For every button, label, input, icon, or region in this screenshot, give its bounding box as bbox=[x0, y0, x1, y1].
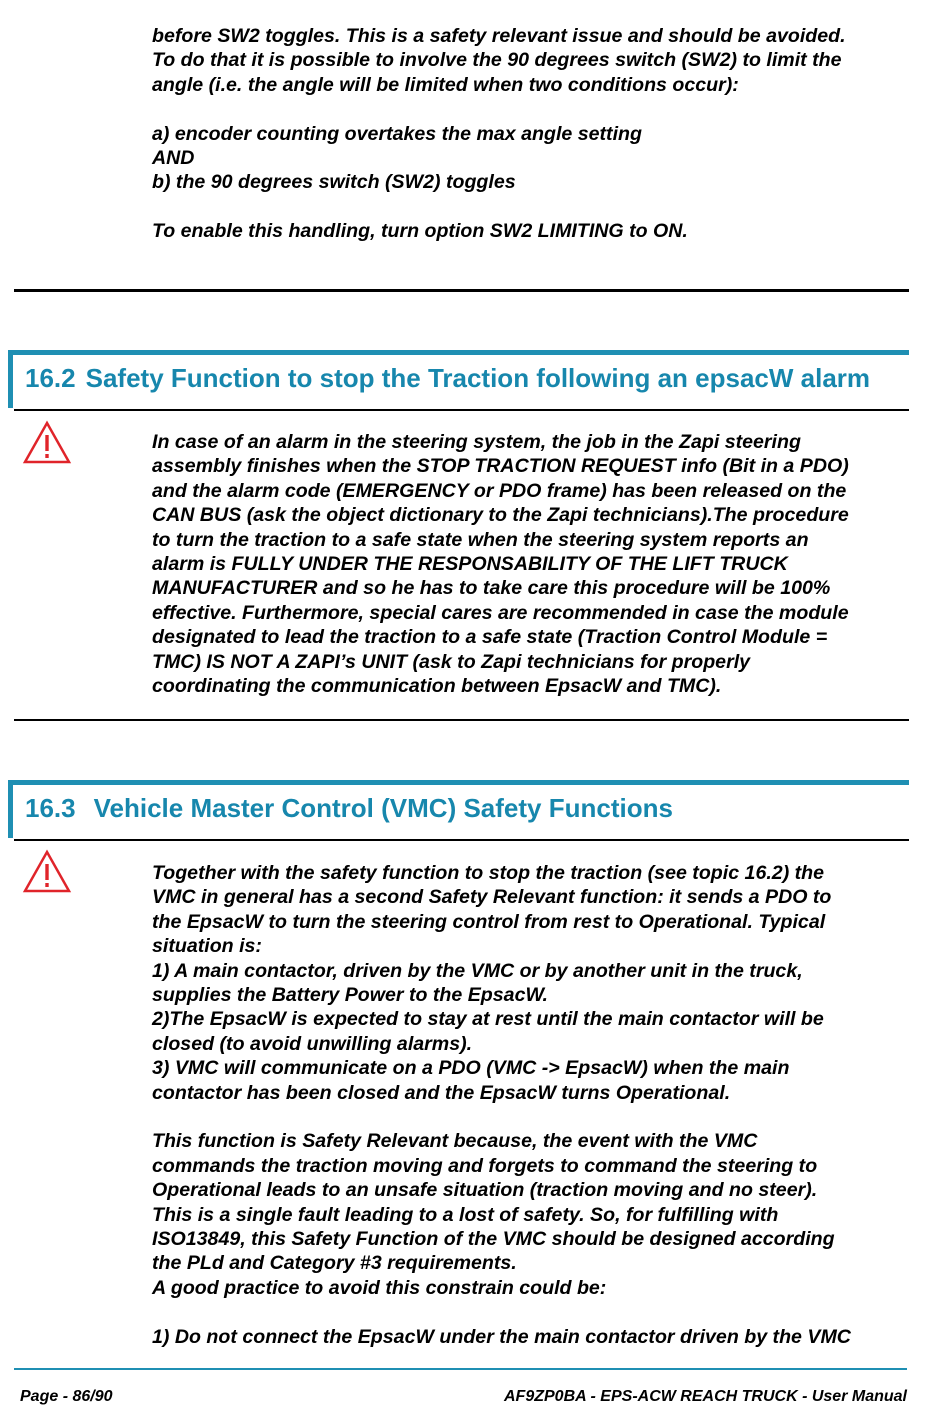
intro-line: before SW2 toggles. This is a safety relevant issue and should be avoided. bbox=[152, 25, 846, 47]
text-line: 1) A main contactor, driven by the VMC or by another unit in the truck, bbox=[152, 959, 803, 982]
text-line: supplies the Battery Power to the EpsacW. bbox=[152, 984, 548, 1007]
section-number: 16.3 bbox=[25, 793, 76, 823]
text-line: assembly finishes when the STOP TRACTION REQUEST info (Bit in a PDO) bbox=[152, 455, 849, 478]
warning-triangle-icon bbox=[22, 420, 72, 466]
text-line: coordinating the communication between EpsacW and TMC). bbox=[152, 675, 722, 698]
section-heading-16-2 bbox=[8, 350, 909, 408]
condition-a: a) encoder counting overtakes the max angle setting bbox=[152, 122, 642, 145]
text-line: and the alarm code (EMERGENCY or PDO frame) has been released on the bbox=[152, 479, 847, 502]
section-16-2-text bbox=[152, 430, 912, 698]
text-line: This function is Safety Relevant because, the event with the VMC bbox=[152, 1130, 758, 1153]
section-title-text: Vehicle Master Control (VMC) Safety Functions bbox=[93, 793, 673, 823]
text-line: MANUFACTURER and so he has to take care this procedure will be 100% bbox=[152, 577, 831, 600]
section-divider bbox=[14, 289, 909, 292]
text-line: alarm is FULLY UNDER THE RESPONSABILITY OF THE LIFT TRUCK bbox=[152, 553, 788, 576]
text-line: 3) VMC will communicate on a PDO (VMC -> EpsacW) when the main bbox=[152, 1057, 790, 1080]
text-line: This is a single fault leading to a lost of safety. So, for fulfilling with bbox=[152, 1203, 779, 1226]
section-title bbox=[25, 793, 673, 824]
text-line: VMC in general has a second Safety Relevant function: it sends a PDO to bbox=[152, 886, 832, 909]
section-16-3-text bbox=[152, 861, 912, 1349]
intro-text bbox=[152, 24, 912, 244]
text-line: the PLd and Category #3 requirements. bbox=[152, 1252, 517, 1275]
text-line: closed (to avoid unwilling alarms). bbox=[152, 1032, 473, 1055]
list-item: 1) Do not connect the EpsacW under the main contactor driven by the VMC bbox=[152, 1325, 851, 1348]
text-line: 2)The EpsacW is expected to stay at rest until the main contactor will be bbox=[152, 1008, 824, 1031]
enable-instruction: To enable this handling, turn option SW2 LIMITING to ON. bbox=[152, 220, 688, 243]
text-line: ISO13849, this Safety Function of the VMC should be designed according bbox=[152, 1228, 835, 1251]
text-line: commands the traction moving and forgets to command the steering to bbox=[152, 1154, 818, 1177]
text-line: the EpsacW to turn the steering control from rest to Operational. Typical bbox=[152, 910, 826, 933]
text-line: effective. Furthermore, special cares are recommended in case the module bbox=[152, 601, 849, 624]
section-number: 16.2 bbox=[25, 363, 76, 393]
heading-underline bbox=[14, 839, 909, 841]
text-line: designated to lead the traction to a safe state (Traction Control Module = bbox=[152, 626, 828, 649]
intro-line: angle (i.e. the angle will be limited when two conditions occur): bbox=[152, 73, 739, 96]
intro-line: To do that it is possible to involve the 90 degrees switch (SW2) to limit the bbox=[152, 49, 842, 72]
footer-divider bbox=[14, 1368, 907, 1370]
text-line: situation is: bbox=[152, 935, 262, 958]
text-line: A good practice to avoid this constrain could be: bbox=[152, 1276, 607, 1299]
text-line: TMC) IS NOT A ZAPI’s UNIT (ask to Zapi technicians for properly bbox=[152, 650, 751, 673]
text-line: contactor has been closed and the EpsacW turns Operational. bbox=[152, 1081, 731, 1104]
condition-and: AND bbox=[152, 147, 195, 170]
heading-underline bbox=[14, 409, 909, 411]
text-line: In case of an alarm in the steering system, the job in the Zapi steering bbox=[152, 431, 801, 453]
warning-triangle-icon bbox=[22, 849, 72, 895]
text-line: Operational leads to an unsafe situation (traction moving and no steer). bbox=[152, 1179, 818, 1202]
condition-b: b) the 90 degrees switch (SW2) toggles bbox=[152, 171, 516, 194]
section-title bbox=[25, 363, 870, 394]
section-title-text: Safety Function to stop the Traction following an epsacW alarm bbox=[85, 363, 871, 393]
section-divider bbox=[14, 719, 909, 721]
text-line: Together with the safety function to stop the traction (see topic 16.2) the bbox=[152, 862, 825, 884]
section-heading-16-3 bbox=[8, 780, 909, 838]
text-line: to turn the traction to a safe state when the steering system reports an bbox=[152, 528, 809, 551]
document-title: AF9ZP0BA - EPS-ACW REACH TRUCK - User Manual bbox=[504, 1388, 907, 1405]
text-line: CAN BUS (ask the object dictionary to the Zapi technicians).The procedure bbox=[152, 504, 849, 527]
page-number: Page - 86/90 bbox=[20, 1388, 113, 1405]
